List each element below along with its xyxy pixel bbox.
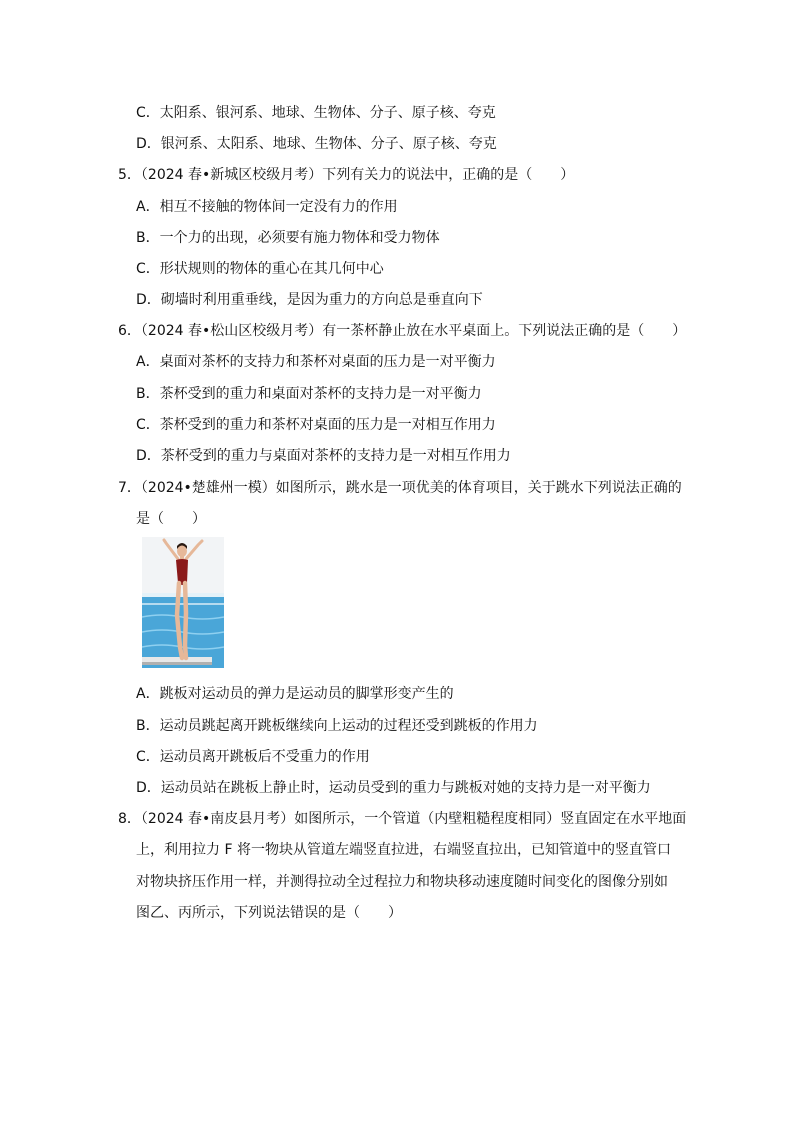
q7-stem-line2: 是（ ） <box>136 511 206 527</box>
q7-option-d: D．运动员站在跳板上静止时，运动员受到的重力与跳板对她的支持力是一对平衡力 <box>136 780 651 796</box>
q6-option-d: D．茶杯受到的重力与桌面对茶杯的支持力是一对相互作用力 <box>136 448 511 464</box>
q6-stem: 6．（2024 春•松山区校级月考）有一茶杯静止放在水平桌面上。下列说法正确的是（ ） <box>118 323 687 339</box>
q7-option-c: C．运动员离开跳板后不受重力的作用 <box>136 749 370 765</box>
q8-stem-line1: 8．（2024 春•南皮县月考）如图所示，一个管道（内壁粗糙程度相同）竖直固定在水平地面 <box>118 811 687 827</box>
q4-option-d: D．银河系、太阳系、地球、生物体、分子、原子核、夸克 <box>136 136 497 152</box>
q4-option-c: C．太阳系、银河系、地球、生物体、分子、原子核、夸克 <box>136 105 496 121</box>
q5-option-d: D．砌墙时利用重垂线，是因为重力的方向总是垂直向下 <box>136 292 483 308</box>
q7-option-b: B．运动员跳起离开跳板继续向上运动的过程还受到跳板的作用力 <box>136 718 538 734</box>
q8-stem-line2: 上，利用拉力 F 将一物块从管道左端竖直拉进，右端竖直拉出，已知管道中的竖直管口 <box>136 842 671 858</box>
q7-stem-line1: 7．（2024•楚雄州一模）如图所示，跳水是一项优美的体育项目，关于跳水下列说法正确的 <box>118 480 682 496</box>
q5-stem: 5．（2024 春•新城区校级月考）下列有关力的说法中，正确的是（ ） <box>118 167 575 183</box>
q6-option-b: B．茶杯受到的重力和桌面对茶杯的支持力是一对平衡力 <box>136 386 482 402</box>
q8-stem-line3: 对物块挤压作用一样，并测得拉动全过程拉力和物块移动速度随时间变化的图像分别如 <box>136 874 668 890</box>
diver-photo <box>142 537 224 668</box>
q5-option-a: A．相互不接触的物体间一定没有力的作用 <box>136 199 398 215</box>
q6-option-c: C．茶杯受到的重力和茶杯对桌面的压力是一对相互作用力 <box>136 417 496 433</box>
q7-option-a: A．跳板对运动员的弹力是运动员的脚掌形变产生的 <box>136 686 454 702</box>
q5-option-c: C．形状规则的物体的重心在其几何中心 <box>136 261 384 277</box>
q6-option-a: A．桌面对茶杯的支持力和茶杯对桌面的压力是一对平衡力 <box>136 354 496 370</box>
q5-option-b: B．一个力的出现，必须要有施力物体和受力物体 <box>136 230 440 246</box>
q8-stem-line4: 图乙、丙所示，下列说法错误的是（ ） <box>136 905 402 921</box>
